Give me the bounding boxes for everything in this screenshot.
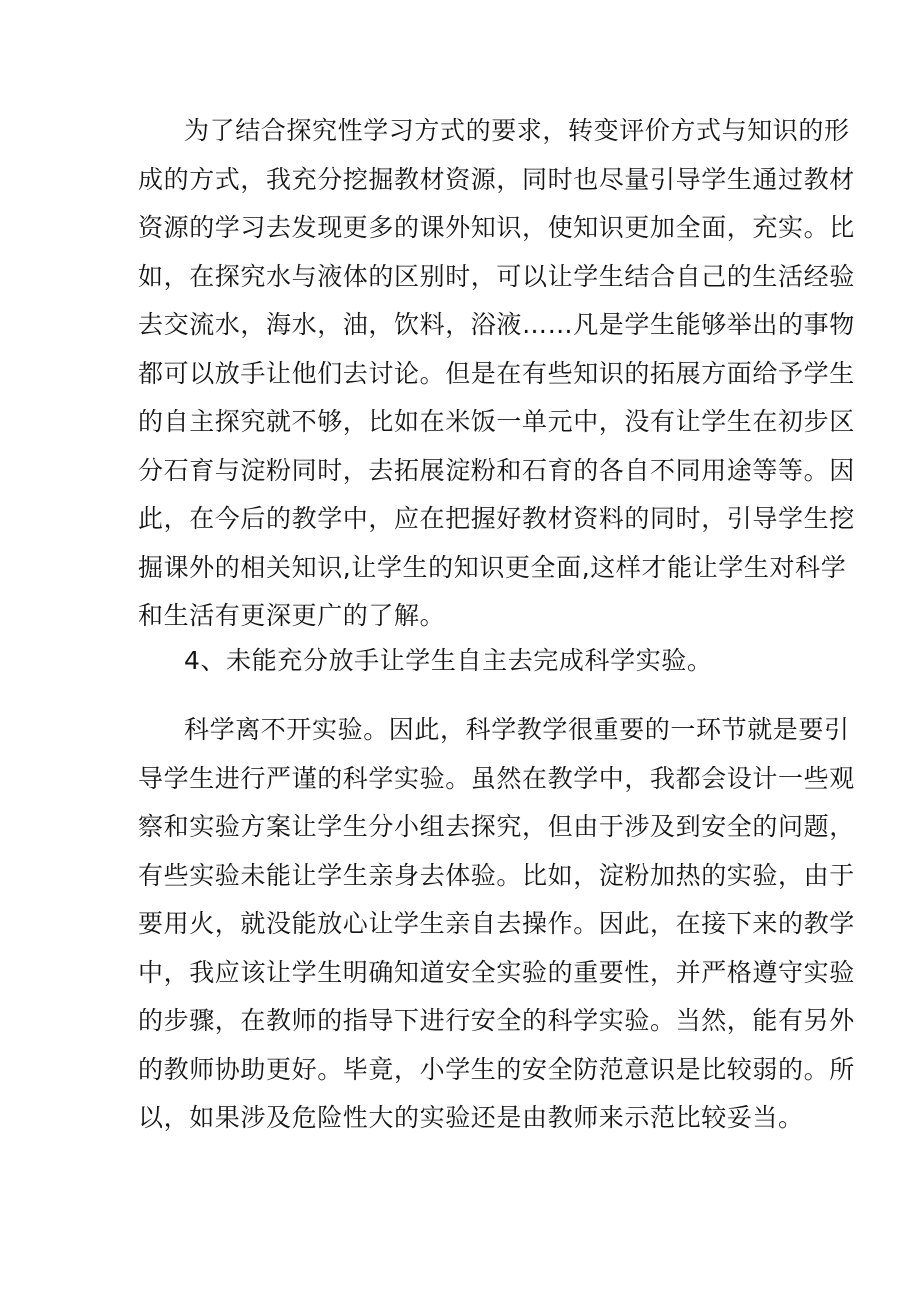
text-line: 为了结合探究性学习方式的要求，转变评价方式与知识的形 xyxy=(184,116,850,145)
text-line: 察和实验方案让学生分小组去探究，但由于涉及到安全的问题， xyxy=(138,812,855,841)
text-line: 分石育与淀粉同时，去拓展淀粉和石育的各自不同用途等等。因 xyxy=(138,455,855,485)
paragraph-teaching-materials xyxy=(138,107,855,641)
text-line: 中，我应该让学生明确知道安全实验的重要性，并严格遵守实验 xyxy=(138,957,855,987)
text-line: 科学离不开实验。因此，科学教学很重要的一环节就是要引 xyxy=(184,715,850,744)
text-line: 掘课外的相关知识,让学生的知识更全面,这样才能让学生对科学 xyxy=(138,552,847,582)
text-line: 的教师协助更好。毕竟，小学生的安全防范意识是比较弱的。所 xyxy=(138,1054,855,1084)
section-heading-experiments xyxy=(138,637,790,686)
text-line: 此，在今后的教学中，应在把握好教材资料的同时，引导学生挖 xyxy=(138,504,855,533)
text-line: 去交流水，海水，油，饮料，浴液……凡是学生能够举出的事物 xyxy=(138,310,855,339)
text-line: 4、未能充分放手让学生自主去完成科学实验。 xyxy=(184,646,713,675)
text-line: 和生活有更深更广的了解。 xyxy=(138,601,446,630)
text-line: 如，在探究水与液体的区别时，可以让学生结合自己的生活经验 xyxy=(138,261,855,291)
text-line: 要用火，就没能放心让学生亲自去操作。因此，在接下来的教学 xyxy=(138,909,855,938)
text-line: 的步骤，在教师的指导下进行安全的科学实验。当然，能有另外 xyxy=(138,1006,855,1035)
text-line: 资源的学习去发现更多的课外知识，使知识更加全面，充实。比 xyxy=(138,213,855,242)
text-line: 都可以放手让他们去讨论。但是在有些知识的拓展方面给予学生 xyxy=(138,358,855,388)
text-line: 的自主探究就不够，比如在米饭一单元中，没有让学生在初步区 xyxy=(138,407,855,436)
text-line: 有些实验未能让学生亲身去体验。比如，淀粉加热的实验，由于 xyxy=(138,860,855,890)
paragraph-science-experiments xyxy=(138,706,855,1143)
text-line: 导学生进行严谨的科学实验。虽然在教学中，我都会设计一些观 xyxy=(138,763,855,793)
text-line: 成的方式，我充分挖掘教材资源，同时也尽量引导学生通过教材 xyxy=(138,164,855,194)
text-line: 以，如果涉及危险性大的实验还是由教师来示范比较妥当。 xyxy=(138,1103,804,1132)
